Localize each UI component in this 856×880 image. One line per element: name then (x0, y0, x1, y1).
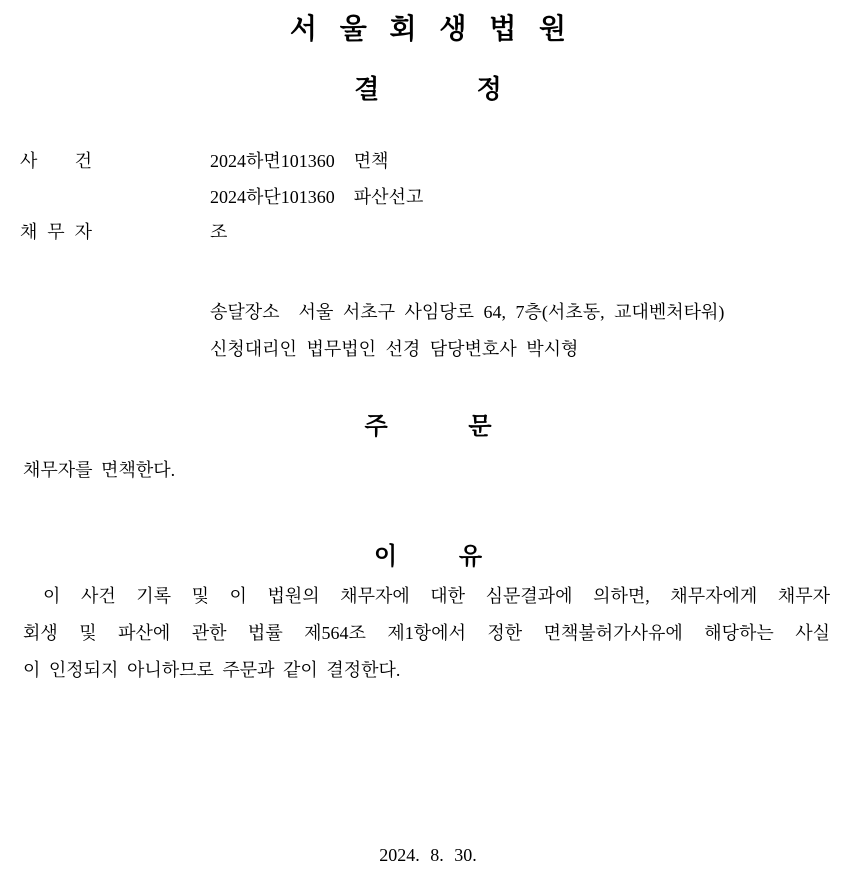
reason-paragraph (23, 578, 830, 689)
reason-line-1: 이 사건 기록 및 이 법원의 채무자에 대한 심문결과에 의하면, 채무자에게 채무자 (43, 586, 830, 606)
debtor-name: 조 (210, 222, 228, 242)
reason-line-3: 이 인정되지 아니하므로 주문과 같이 결정한다. (23, 660, 401, 680)
case-number-discharge: 2024하면101360 면책 (210, 151, 389, 171)
order-text: 채무자를 면책한다. (23, 460, 176, 480)
court-name-title: 서 울 회 생 법 원 (289, 13, 567, 44)
debtor-label: 채 무 자 (20, 222, 92, 242)
order-section-heading: 주 문 (364, 413, 492, 440)
service-address-line: 송달장소 서울 서초구 사임당로 64, 7층(서초동, 교대벤처타워) (210, 302, 725, 322)
decision-date: 2024. 8. 30. (379, 845, 477, 865)
document-type-title: 결 정 (354, 74, 502, 104)
reason-section-heading: 이 유 (373, 543, 483, 570)
case-number-bankruptcy: 2024하단101360 파산선고 (210, 187, 424, 207)
reason-line-2: 회생 및 파산에 관한 법률 제564조 제1항에서 정한 면책불허가사유에 해당하는 사실 (23, 623, 830, 643)
case-label: 사 건 (20, 151, 92, 171)
attorney-line: 신청대리인 법무법인 선경 담당변호사 박시형 (210, 339, 579, 359)
